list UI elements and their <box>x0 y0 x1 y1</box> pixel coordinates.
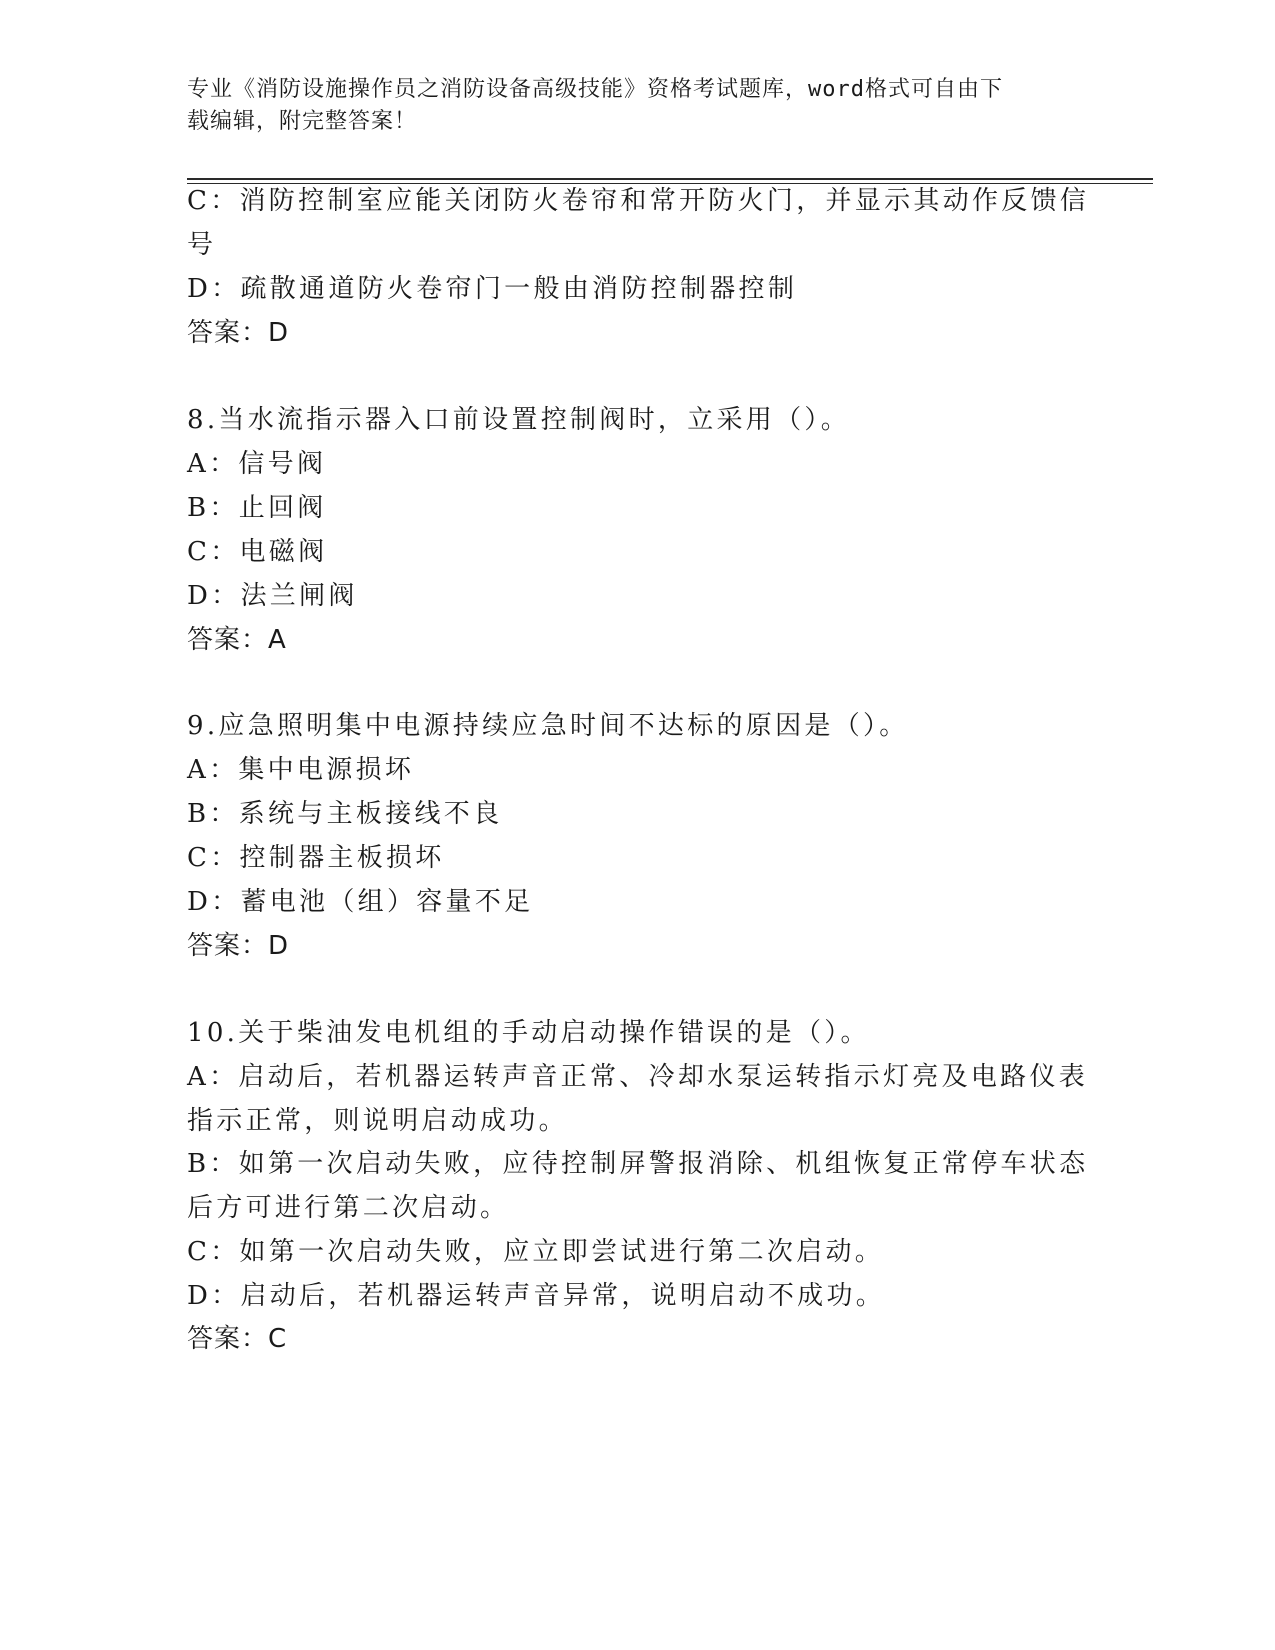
q8-option-a: A：信号阀 <box>187 449 327 479</box>
q10-option-b-line1: B：如第一次启动失败，应待控制屏警报消除、机组恢复正常停车状态 <box>187 1149 1089 1179</box>
q9-option-b: B：系统与主板接线不良 <box>187 799 503 829</box>
q10-answer: 答案：C <box>187 1324 288 1354</box>
q8-option-b: B：止回阀 <box>187 493 327 523</box>
q10-option-b-line2: 后方可进行第二次启动。 <box>187 1193 510 1223</box>
q7-option-d: D：疏散通道防火卷帘门一般由消防控制器控制 <box>187 274 798 304</box>
q7-answer: 答案：D <box>187 318 290 348</box>
document-header <box>187 74 1077 138</box>
q9-option-d: D：蓄电池（组）容量不足 <box>187 887 534 917</box>
header-line-1: 专业《消防设施操作员之消防设备高级技能》资格考试题库，word格式可自由下 <box>187 77 1003 102</box>
q8-stem: 8.当水流指示器入口前设置控制阀时，立采用（）。 <box>187 405 851 435</box>
q10-option-c: C：如第一次启动失败，应立即尝试进行第二次启动。 <box>187 1237 885 1267</box>
q10-option-d: D：启动后，若机器运转声音异常，说明启动不成功。 <box>187 1281 886 1311</box>
q8-answer: 答案：A <box>187 625 287 655</box>
q7-option-c-line2: 号 <box>187 230 217 260</box>
q9-option-c: C：控制器主板损坏 <box>187 843 445 873</box>
q9-option-a: A：集中电源损坏 <box>187 755 415 785</box>
q9-stem: 9.应急照明集中电源持续应急时间不达标的原因是（）。 <box>187 711 909 741</box>
q10-option-a-line1: A：启动后，若机器运转声音正常、冷却水泵运转指示灯亮及电路仪表 <box>187 1062 1089 1092</box>
q8-option-d: D：法兰闸阀 <box>187 581 358 611</box>
q10-option-a-line2: 指示正常，则说明启动成功。 <box>187 1106 568 1136</box>
q8-option-c: C：电磁阀 <box>187 537 328 567</box>
q7-option-c-line1: C：消防控制室应能关闭防火卷帘和常开防火门，并显示其动作反馈信 <box>187 186 1090 216</box>
header-line-2: 载编辑，附完整答案！ <box>187 109 418 134</box>
q10-stem: 10.关于柴油发电机组的手动启动操作错误的是（）。 <box>187 1018 870 1048</box>
q9-answer: 答案：D <box>187 931 290 961</box>
